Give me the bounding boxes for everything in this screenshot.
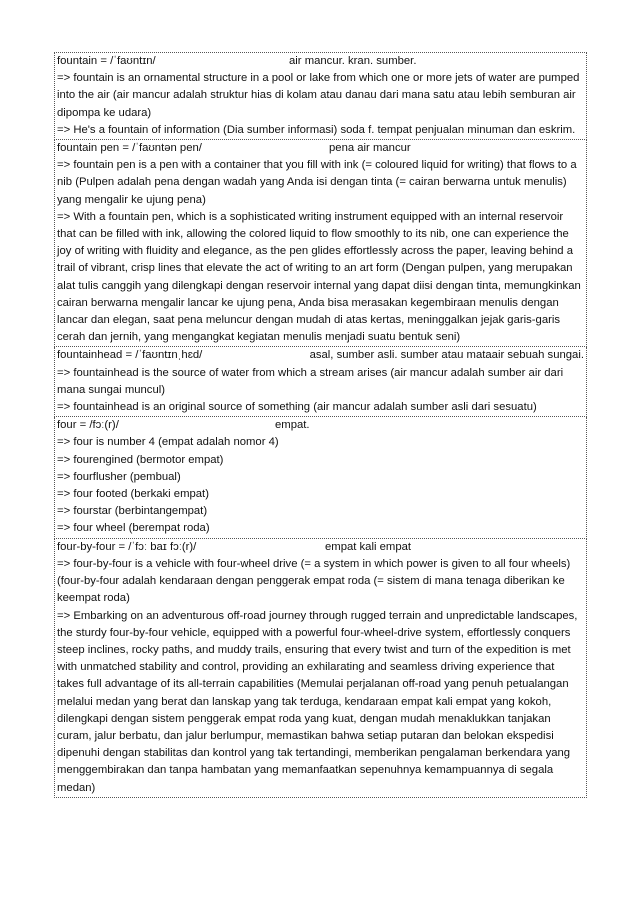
entry-header xyxy=(57,347,584,364)
definition-line: => fountainhead is the source of water from which a stream arises (air mancur adalah sumber air dari mana sungai muncul) xyxy=(57,366,564,396)
definition-line: => fountain pen is a pen with a container that you fill with ink (= coloured liquid for writing) that flows to a nib (Pulpen adalah pena dengan wadah yang Anda isi dengan tinta (= cairan berwarna untuk menulis) yang mengalir ke ujung pena) xyxy=(57,159,577,206)
compound-line: => fourstar (berbintangempat) xyxy=(57,505,208,518)
entry-four xyxy=(54,417,587,538)
headword: fountain = /ˈfaʊntɪn/ xyxy=(57,55,156,67)
translation: asal, sumber asli. sumber atau mataair sebuah sungai. xyxy=(309,349,584,362)
entry-header xyxy=(57,539,584,556)
compound-line: => fourengined (bermotor empat) xyxy=(57,453,224,466)
definition-line: => fountainhead is an original source of something (air mancur adalah sumber asli dari sesuatu) xyxy=(57,401,537,414)
compound-line: => four footed (berkaki empat) xyxy=(57,488,209,501)
entry-fountain xyxy=(54,52,587,140)
definition-line: => fountain is an ornamental structure in a pool or lake from which one or more jets of water are pumped into the air (air mancur adalah struktur hias di kolam atau danau dari mana satu atau lebih semburan air dipompa ke udara) xyxy=(57,72,580,119)
headword: fountainhead = /ˈfaʊntɪnˌhɛd/ xyxy=(57,349,203,362)
example-line: => He's a fountain of information (Dia sumber informasi) soda f. tempat penjualan minuman dan eskrim. xyxy=(57,123,576,136)
entry-fountainhead xyxy=(54,347,587,417)
translation: empat. xyxy=(275,419,310,432)
example-line: => With a fountain pen, which is a sophisticated writing instrument equipped with an internal reservoir that can be filled with ink, allowing the colored liquid to flow smoothly to its nib, one can experience the joy of writing with fluidity and elegance, as the pen glides effortlessly across the paper, leaving behind a trail of vibrant, crisp lines that elevate the act of writing to an art form (Dengan pulpen, yang merupakan alat tulis canggih yang dilengkapi dengan reservoir internal yang dapat diisi dengan tinta, memungkinkan cairan berwarna mengalir lancar ke ujung pena, Anda bisa merasakan kegembiraan menulis dengan lancar dan elegan, saat pena meluncur dengan mudah di atas kertas, meninggalkan jejak garis-garis cerah dan jernih, yang mengangkat kegiatan menulis menjadi suatu bentuk seni) xyxy=(57,210,581,344)
compound-line: => fourflusher (pembual) xyxy=(57,470,181,483)
translation: air mancur. kran. sumber. xyxy=(289,55,417,67)
headword: fountain pen = /ˈfaʊntən pen/ xyxy=(57,142,202,155)
entry-header xyxy=(57,53,584,70)
headword: four-by-four = /ˈfɔː baɪ fɔː(r)/ xyxy=(57,540,197,553)
compound-line: => four wheel (berempat roda) xyxy=(57,522,210,535)
example-line: => Embarking on an adventurous off-road journey through rugged terrain and unpredictable landscapes, the sturdy four-by-four vehicle, equipped with a powerful four-wheel-drive system, effortlessly conquers steep inclines, rocky paths, and muddy trails, ensuring that every twist and turn of the expedition is met with unmatched stability and control, providing an exhilarating and seamless driving experience that takes full advantage of its all-terrain capabilities (Memulai perjalanan off-road yang penuh petualangan melalui medan yang berat dan lanskap yang tak terduga, kendaraan empat kali empat yang kokoh, dilengkapi dengan sistem penggerak empat roda yang kuat, dengan mudah menaklukkan tanjakan curam, jalur berbatu, dan jalur berlumpur, memastikan bahwa setiap putaran dan belokan ekspedisi dipenuhi dengan stabilitas dan kontrol yang tak tertandingi, memberikan pengalaman berkendara yang menggembirakan dan tanpa hambatan yang memanfaatkan sepenuhnya kemampuannya di segala medan) xyxy=(57,609,578,794)
definition-line: => four-by-four is a vehicle with four-wheel drive (= a system in which power is given to all four wheels) (four-by-four adalah kendaraan dengan penggerak empat roda (= sistem di mana tenaga diberikan ke keempat roda) xyxy=(57,557,571,605)
entry-header xyxy=(57,140,584,157)
definition-line: => four is number 4 (empat adalah nomor 4) xyxy=(57,436,279,449)
translation: empat kali empat xyxy=(325,540,412,553)
entry-fountain-pen xyxy=(54,140,587,347)
entry-header xyxy=(57,417,584,434)
headword: four = /fɔː(r)/ xyxy=(57,419,119,432)
entry-four-by-four xyxy=(54,539,587,798)
dictionary-document xyxy=(54,52,587,798)
translation: pena air mancur xyxy=(329,142,411,155)
